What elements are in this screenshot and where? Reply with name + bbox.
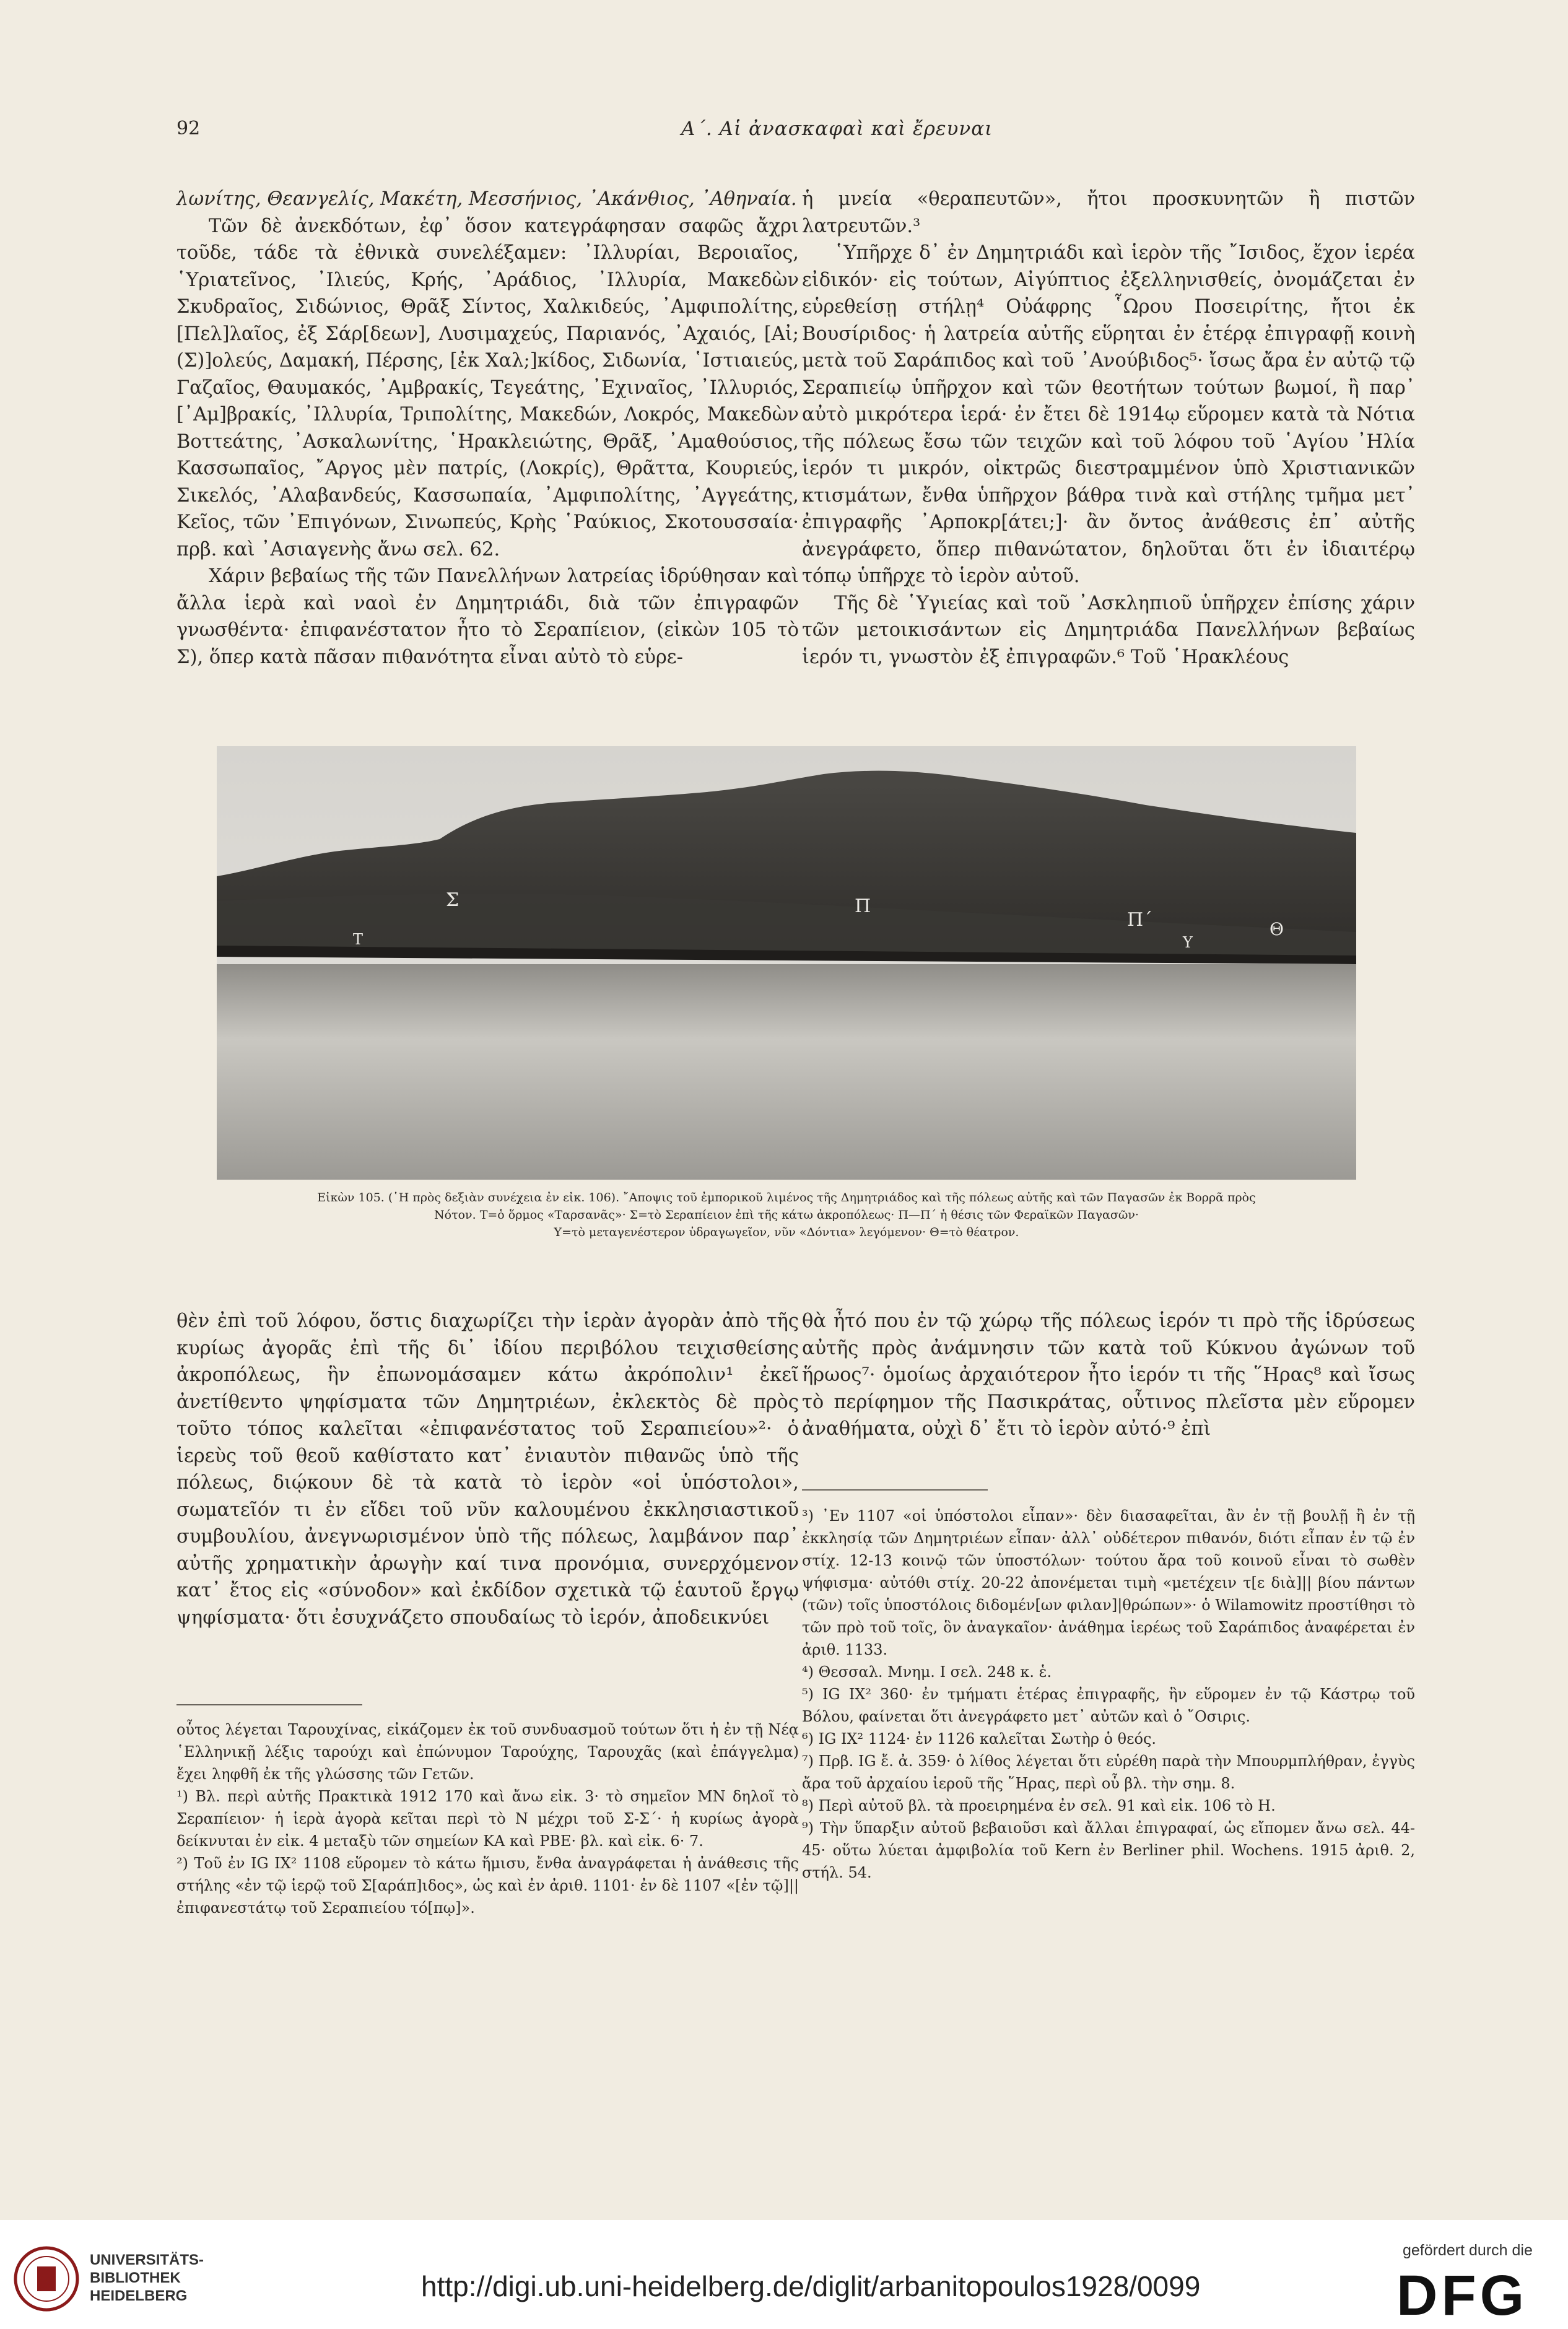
paragraph: ῾Υπῆρχε δ᾽ ἐν Δημητριάδι καὶ ἱερὸν τῆς ῎Ισιδος, ἔχον ἱερέα εἰδικόν· εἰς τούτων, Αἰγύπτιος ἐξελληνισθείς, ὀνομάζεται ἐν εὑρεθείσῃ στήλῃ⁴ Οὐάφρης ῟Ωρου Ποσειρίτης, ἤτοι ἐκ Βουσίριδος· ἡ λατρεία αὐτῆς εὕρηται ἐν ἑτέρᾳ ἐπιγραφῇ κοινὴ μετὰ τοῦ Σαράπιδος καὶ τοῦ ᾿Ανούβιδος⁵· ἴσως ἄρα ἐν αὐτῷ τῷ Σεραπιείῳ ὑπῆρχον καὶ τῶν θεοτήτων τούτων βωμοί, ἢ παρ᾽ αὐτὸ μικρότερα ἱερά· ἐν ἔτει δὲ 1914ῳ εὕρομεν κατὰ τὰ Νότια τῆς πόλεως ἔσω τῶν τειχῶν καὶ τοῦ λόφου τοῦ ῾Αγίου ᾿Ηλία ἱερόν τι μικρόν, οἰκτρῶς διεστραμμένον ὑπὸ Χριστιανικῶν κτισμάτων, ἔνθα ὑπῆρχον βάθρα τινὰ καὶ στήλης τμῆμα μετ᾽ ἐπιγραφῆς ᾿Αρποκρ[άτει;]· ἂν ὄντος ἀνάθεσις ἐπ᾽ αὐτῆς ἀνεγράφετο, ὅπερ πιθανώτατον, δηλοῦται ὅτι ἐν ἰδιαιτέρῳ τόπῳ ὑπῆρχε τὸ ἱερὸν αὐτοῦ. (802, 242, 1415, 587)
library-name-line: UNIVERSITÄTS- (90, 2252, 204, 2268)
footnote: ⁵) IG IX² 360· ἐν τμήματι ἑτέρας ἐπιγραφῆς, ἣν εὕρομεν ἐν τῷ Κάστρῳ τοῦ Βόλου, φαίνεται ὅτι ἀνεγράφετο μετ᾽ αὐτῶν καὶ ὁ ῎Οσιρις. (802, 1686, 1415, 1725)
permalink[interactable]: http://digi.ub.uni-heidelberg.de/diglit/arbanitopoulos1928/0099 (421, 2270, 1201, 2302)
running-head: Α΄. Αἱ ἀνασκαφαὶ καὶ ἔρευναι (681, 118, 993, 140)
figure-label-pi: Π (855, 895, 871, 917)
figure-label-theta: Θ (1270, 919, 1284, 939)
sponsor-text: gefördert durch die (1403, 2242, 1533, 2259)
landscape-photograph (217, 746, 1356, 1180)
figure-label-sigma: Σ (446, 889, 460, 911)
paragraph: Τῶν δὲ ἀνεκδότων, ἐφ᾽ ὅσον κατεγράφησαν σαφῶς ἄχρι τοῦδε, τάδε τὰ ἐθνικὰ συνελέξαμεν: ᾿Ιλλυρίαι, Βεροιαῖος, ῾Υριατεῖνος, ᾿Ιλιεύς, Κρής, ᾿Αράδιος, ᾿Ιλλυρία, Μακεδὼν Σκυδραῖος, Σιδώνιος, Θρᾶξ Σίντος, Χαλκιδεύς, ᾿Αμφιπολίτης, [Πελ]λαῖος, ἐξ Σάρ[δεων], Λυσιμαχεύς, Παριανός, ᾿Αχαιός, [Αἰ;(Σ)]ολεύς, Δαμακή, Πέρσης, [ἐκ Χαλ;]κίδος, Σιδωνία, ῾Ιστιαιεύς, Γαζαῖος, Θαυμακός, ᾿Αμβρακίς, Τεγεάτης, ᾿Εχιναῖος, ᾿Ιλλυριός, [᾿Αμ]βρακίς, ᾿Ιλλυρία, Τριπολίτης, Μακεδών, Λοκρός, Μακεδὼν Βοττεάτης, ᾿Ασκαλωνίτης, ῾Ηρακλειώτης, Θρᾶξ, ᾿Αμαθούσιος, Κασσωπαῖος, ῎Αργος μὲν πατρίς, (Λοκρίς), Θρᾶττα, Κουριεύς, Σικελός, ᾿Αλαβανδεύς, Κασσωπαία, ᾿Αμφιπολίτης, ᾿Αγγεάτης, Κεῖος, τῶν ᾿Επιγόνων, Σινωπεύς, Κρὴς ῾Ραύκιος, Σκοτουσσαία· πρβ. καὶ ᾿Ασιαγενὴς ἄνω σελ. 62. (176, 215, 799, 560)
footnote: ⁴) Θεσσαλ. Μνημ. Ι σελ. 248 κ. ἑ. (802, 1663, 1052, 1681)
library-name-line: HEIDELBERG (90, 2288, 188, 2304)
figure-label-pi-prime: Π΄ (1127, 909, 1153, 931)
footnote: οὗτος λέγεται Ταρουχίνας, εἰκάζομεν ἐκ τοῦ συνδυασμοῦ τούτων ὅτι ἡ ἐν τῇ Νέᾳ ῾Ελληνικῇ λέξις ταρούχι καὶ ἐπώνυμον Ταρούχης, Ταρουχᾶς (καὶ ἐπάγγελμα) ἔχει ληφθῆ ἐκ τῆς γλώσσης τῶν Γετῶν. (176, 1721, 799, 1783)
footnote: ¹) Βλ. περὶ αὐτῆς Πρακτικὰ 1912 170 καὶ ἄνω εἰκ. 3· τὸ σημεῖον ΜΝ δηλοῖ τὸ Σεραπίειον· ἡ ἱερὰ ἀγορὰ κεῖται περὶ τὸ Ν μέχρι τοῦ Σ-Σ΄· ἡ κυρίως ἀγορὰ δείκνυται ἐν εἰκ. 4 μεταξὺ τῶν σημείων ΚΑ καὶ ΡΒΕ· βλ. καὶ εἰκ. 6· 7. (176, 1788, 799, 1850)
footnotes-right (802, 1505, 1415, 1884)
page-number: 92 (176, 118, 201, 139)
paragraph: Χάριν βεβαίως τῆς τῶν Πανελλήνων λατρείας ἱδρύθησαν καὶ ἄλλα ἱερὰ καὶ ναοὶ ἐν Δημητριάδι, διὰ τῶν ἐπιγραφῶν γνωσθέντα· ἐπιφανέστατον ἦτο τὸ Σεραπίειον, (εἰκὼν 105 τὸ Σ), ὅπερ κατὰ πᾶσαν πιθανότητα εἶναι αὐτὸ τὸ εὑρε- (176, 565, 799, 668)
paragraph: θὰ ἦτό που ἐν τῷ χώρῳ τῆς πόλεως ἱερόν τι πρὸ τῆς ἱδρύσεως αὐτῆς πρὸς ἀνάμνησιν τῶν κατὰ τοῦ Κύκνου ἀγώνων τοῦ ἥρωος⁷· ὁμοίως ἀρχαιότερον ἦτο ἱερόν τι τῆς ῞Ηρας⁸ καὶ ἴσως τὸ περίφημον τῆς Πασικράτας, οὗτινος πλεῖστα μὲν εὕρομεν ἀναθήματα, οὐχὶ δ᾽ ἔτι τὸ ἱερὸν αὐτό·⁹ ἐπὶ (802, 1310, 1415, 1440)
footnote-divider (176, 1704, 362, 1705)
caption-line: Υ=τὸ μεταγενέστερον ὑδραγωγεῖον, νῦν «Δόντια» λεγόμενον· Θ=τὸ θέατρον. (554, 1225, 1019, 1239)
university-seal-icon (12, 2245, 81, 2313)
paragraph: ἡ μνεία «θεραπευτῶν», ἤτοι προσκυνητῶν ἢ πιστῶν λατρευτῶν.³ (802, 188, 1415, 237)
harbor-panorama-image (217, 746, 1356, 1180)
digitization-footer (0, 2220, 1568, 2329)
footnote: ⁹) Τὴν ὕπαρξιν αὐτοῦ βεβαιοῦσι καὶ ἄλλαι ἐπιγραφαί, ὡς εἴπομεν ἄνω σελ. 44-45· οὕτω λύεται ἀμφιβολία τοῦ Kern ἐν Berliner phil. Wochens. 1915 ἀριθ. 2, στήλ. 54. (802, 1819, 1415, 1881)
library-name-line: BIBLIOTHEK (90, 2270, 181, 2286)
library-name (90, 2251, 204, 2305)
paragraph: Τῆς δὲ ῾Υγιείας καὶ τοῦ ᾿Ασκληπιοῦ ὑπῆρχεν ἐπίσης χάριν τῶν μετοικισάντων εἰς Δημητριάδα Πανελλήνων βεβαίως ἱερόν τι, γνωστὸν ἐξ ἐπιγραφῶν.⁶ Τοῦ ῾Ηρακλέους (802, 592, 1415, 668)
footnote-divider (802, 1489, 988, 1491)
top-right-column (802, 186, 1415, 671)
top-left-column (176, 186, 799, 671)
bottom-right-column (802, 1308, 1415, 1443)
footnote: ⁶) IG IX² 1124· ἐν 1126 καλεῖται Σωτὴρ ὁ θεός. (802, 1730, 1157, 1748)
figure-caption (217, 1189, 1356, 1241)
figure-label-upsilon: Υ (1183, 934, 1193, 951)
footnote: ²) Τοῦ ἐν IG IX² 1108 εὕρομεν τὸ κάτω ἥμισυ, ἔνθα ἀναγράφεται ἡ ἀνάθεσις τῆς στήλης «ἐν τῷ ἱερῷ τοῦ Σ[αράπ]ιδος», ὡς καὶ ἐν ἀριθ. 1101· ἐν δὲ 1107 «[ἐν τῷ]|| ἐπιφανεστάτῳ τοῦ Σεραπιείου τό[πῳ]». (176, 1855, 799, 1917)
figure-label-tau: Τ (353, 931, 364, 948)
footnote: ⁸) Περὶ αὐτοῦ βλ. τὰ προειρημένα ἐν σελ. 91 καὶ εἰκ. 106 τὸ Η. (802, 1797, 1276, 1814)
footnotes-left (176, 1718, 799, 1919)
caption-line: Νότον. Τ=ὁ ὅρμος «Ταρσανᾶς»· Σ=τὸ Σεραπίειον ἐπὶ τῆς κάτω ἀκροπόλεως· Π—Π΄ ἡ θέσις τῶν Φεραϊκῶν Παγασῶν· (434, 1208, 1139, 1222)
dfg-logo: DFG (1396, 2264, 1528, 2327)
paragraph: θὲν ἐπὶ τοῦ λόφου, ὅστις διαχωρίζει τὴν ἱερὰν ἀγορὰν ἀπὸ τῆς κυρίως ἀγορᾶς ἐπὶ τῆς δι᾽ ἰδίου περιβόλου τειχισθείσης ἀκροπόλεως, ἣν ἐπωνομάσαμεν κάτω ἀκρόπολιν¹ ἐκεῖ ἀνετίθεντο ψηφίσματα τῶν Δημητριέων, ἐκλεκτὸς δὲ πρὸς τοῦτο τόπος καλεῖται «ἐπιφανέστατος τοῦ Σεραπιείου»²· ὁ ἱερεὺς τοῦ θεοῦ καθίστατο κατ᾽ ἐνιαυτὸν πιθανῶς ὑπὸ τῆς πόλεως, διῴκουν δὲ τὰ κατὰ τὸ ἱερὸν «οἱ ὑπόστολοι», σωματεῖόν τι ἐν εἴδει τοῦ νῦν καλουμένου ἐκκλησιαστικοῦ συμβουλίου, ἀνεγνωρισμένον ὑπὸ τῆς πόλεως, λαμβάνον παρ᾽ αὐτῆς χρηματικὴν ἀρωγὴν καί τινα προνόμια, συνερχόμενον κατ᾽ ἔτος εἰς «σύνοδον» καὶ ἐκδίδον σχετικὰ τῷ ἑαυτοῦ ἔργῳ ψηφίσματα· ὅτι ἐσυχνάζετο σπουδαίως τὸ ἱερόν, ἀποδεικνύει (176, 1310, 799, 1629)
footnote: ⁷) Πρβ. IG ἔ. ἀ. 359· ὁ λίθος λέγεται ὅτι εὑρέθη παρὰ τὴν Μπουρμπλήθραν, ἐγγὺς ἄρα τοῦ ἀρχαίου ἱεροῦ τῆς ῞Ηρας, περὶ οὗ βλ. τὴν σημ. 8. (802, 1752, 1415, 1792)
bottom-left-column (176, 1308, 799, 1631)
caption-line: Εἰκὼν 105. (῾Η πρὸς δεξιὰν συνέχεια ἐν εἰκ. 106). ῎Αποψις τοῦ ἐμπορικοῦ λιμένος τῆς Δημητριάδος καὶ τῆς πόλεως αὐτῆς καὶ τῶν Παγασῶν ἐκ Βορρᾶ πρὸς (317, 1191, 1256, 1204)
footnote: ³) ᾿Εν 1107 «οἱ ὑπόστολοι εἶπαν»· δὲν διασαφεῖται, ἂν ἐν τῇ βουλῇ ἢ ἐν τῇ ἐκκλησίᾳ τῶν Δημητριέων εἶπαν· ἀλλ᾽ οὐδέτερον πιθανόν, διότι εἶπαν ἐν τῷ ἐν στίχ. 12-13 κοινῷ τῶν ὑποστόλων· τούτου ἄρα τοῦ κοινοῦ εἶναι τὸ σωθὲν ψήφισμα· αὐτόθι στίχ. 20-22 ἀπονέμεται τιμὴ «μετέχειν τ[ε διὰ]|| βίου πάντων (τῶν) τοῖς ὑποστόλοις διδομέν[ων φιλαν]|θρώπων»· ὁ Wilamowitz προστίθησι τὸ τῶν πρὸ τοῦ τοῖς, ὃν ἀναγκαῖον· ἀνάθημα ἱερέως τοῦ Σαράπιδος ἀναφέρεται ἐν ἀριθ. 1133. (802, 1507, 1415, 1658)
paragraph: λωνίτης, Θεανγελίς, Μακέτη, Μεσσήνιος, ᾿Ακάνθιος, ᾿Αθηναία. (176, 188, 797, 210)
